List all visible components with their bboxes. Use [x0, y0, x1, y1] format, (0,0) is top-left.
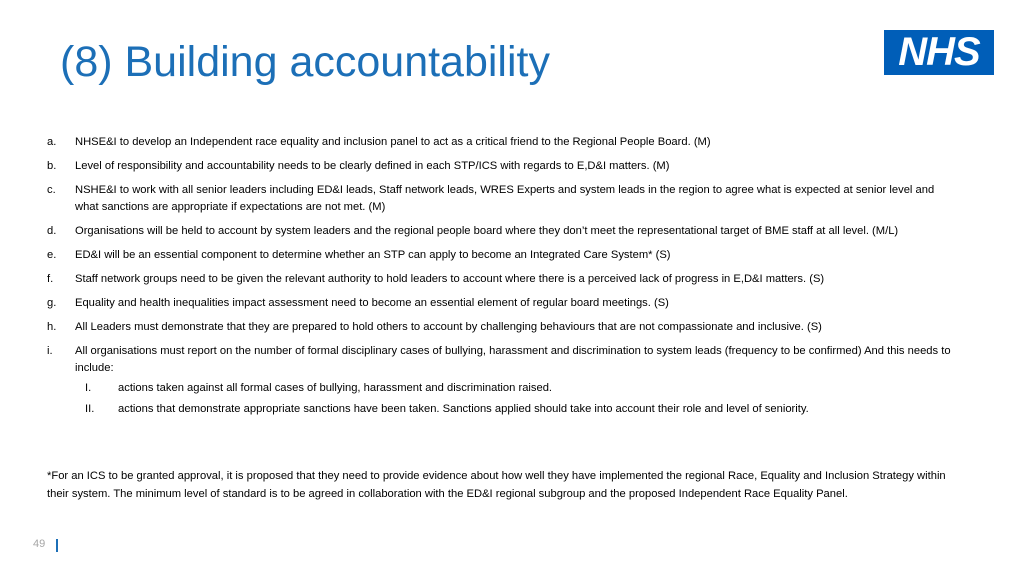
list-item — [47, 247, 957, 264]
list-item-text: NSHE&I to work with all senior leaders including ED&I leads, Staff network leads, WRES Experts and system leads in the region to agree what is expected at senior level and what sanctions are appropriate if expectations are not met. (M) — [75, 184, 935, 213]
list-marker: b. — [47, 160, 57, 172]
list-item — [47, 134, 957, 151]
list-item — [47, 295, 957, 312]
list-item — [47, 271, 957, 288]
list-marker: g. — [47, 297, 57, 309]
list-item — [47, 182, 957, 216]
footnote: *For an ICS to be granted approval, it is proposed that they need to provide evidence about how well they have implemented the regional Race, Equality and Inclusion Strategy within their system. The minimum level of standard is to be agreed in collaboration with the ED&I regional subgroup and the proposed Independent Race Equality Panel. — [47, 470, 946, 500]
list-marker: e. — [47, 249, 57, 261]
list-item-text: Organisations will be held to account by system leaders and the regional people board where they don’t meet the representational target of BME staff at all level. (M/L) — [75, 225, 899, 237]
list-item-text: Level of responsibility and accountability needs to be clearly defined in each STP/ICS with regards to E,D&I matters. (M) — [75, 160, 670, 172]
list-item-text: All organisations must report on the number of formal disciplinary cases of bullying, harassment and discrimination to system leads (frequency to be confirmed) And this needs to include: — [75, 345, 951, 374]
list-item-text: Staff network groups need to be given the relevant authority to hold leaders to account where there is a perceived lack of progress in E,D&I matters. (S) — [75, 273, 825, 285]
list-item — [47, 158, 957, 175]
list-item-text: NHSE&I to develop an Independent race equality and inclusion panel to act as a critical friend to the Regional People Board. (M) — [75, 136, 711, 148]
list-marker: i. — [47, 345, 53, 357]
list-item-text: Equality and health inequalities impact assessment need to become an essential element of regular board meetings. (S) — [75, 297, 669, 309]
page-title: (8) Building accountability — [60, 38, 550, 86]
sub-list-marker: II. — [85, 403, 95, 415]
list-marker: d. — [47, 225, 57, 237]
accountability-list — [47, 134, 957, 425]
list-item — [47, 319, 957, 336]
nhs-logo: NHS — [884, 30, 994, 75]
list-item-text: All Leaders must demonstrate that they are prepared to hold others to account by challenging behaviours that are not compassionate and inclusive. (S) — [75, 321, 822, 333]
sub-list-item-text: actions taken against all formal cases of bullying, harassment and discrimination raised. — [118, 382, 553, 394]
list-marker: h. — [47, 321, 57, 333]
page-number: 49 — [33, 538, 46, 550]
list-item-text: ED&I will be an essential component to determine whether an STP can apply to become an Integrated Care System* (S) — [75, 249, 671, 261]
list-marker: f. — [47, 273, 54, 285]
list-item — [47, 223, 957, 240]
sub-list-item — [75, 401, 957, 418]
list-marker: a. — [47, 136, 57, 148]
sub-list-item — [75, 380, 957, 397]
list-marker: c. — [47, 184, 56, 196]
list-item — [47, 343, 957, 418]
sub-list-item-text: actions that demonstrate appropriate sanctions have been taken. Sanctions applied should take into account their role and level of seniority. — [118, 403, 809, 415]
sub-list — [75, 380, 957, 418]
footer-divider — [56, 539, 58, 552]
sub-list-marker: I. — [85, 382, 92, 394]
